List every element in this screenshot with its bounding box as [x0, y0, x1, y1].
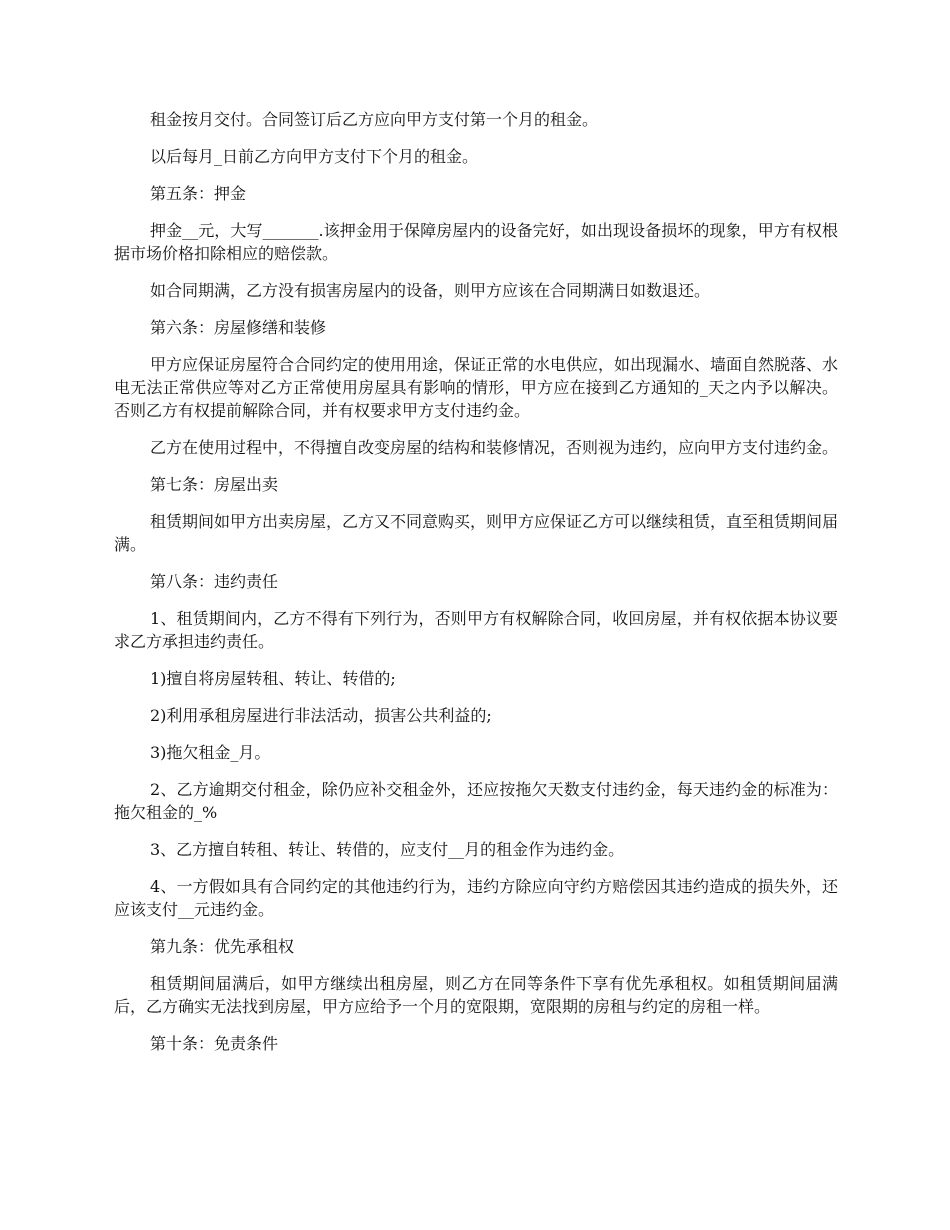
paragraph-monthly-rent: 以后每月_日前乙方向甲方支付下个月的租金。 [150, 147, 479, 166]
heading-article-7: 第七条：房屋出卖 [150, 475, 279, 494]
paragraph-breach-2: 2、乙方逾期交付租金，除仍应补交租金外，还应按拖欠天数支付违约金，每天违约金的标准为：拖欠租金的_% [114, 780, 838, 822]
heading-article-5: 第五条：押金 [150, 184, 247, 203]
list-item-arrears: 3)拖欠租金_月。 [150, 743, 271, 762]
list-item-illegal-use: 2)利用承租房屋进行非法活动，损害公共利益的; [150, 706, 492, 725]
paragraph-breach-3: 3、乙方擅自转租、转让、转借的，应支付__月的租金作为违约金。 [150, 840, 625, 859]
paragraph-rent-payment: 租金按月交付。合同签订后乙方应向甲方支付第一个月的租金。 [150, 110, 599, 129]
heading-article-8: 第八条：违约责任 [150, 572, 279, 591]
paragraph-deposit: 押金__元，大写_______.该押金用于保障房屋内的设备完好，如出现设备损坏的现象，甲方有权根据市场价格扣除相应的赔偿款。 [114, 221, 838, 263]
list-item-sublet: 1)擅自将房屋转租、转让、转借的; [150, 669, 396, 688]
heading-article-6: 第六条：房屋修缮和装修 [150, 318, 327, 337]
paragraph-priority-lease: 租赁期间届满后，如甲方继续出租房屋，则乙方在同等条件下享有优先承租权。如租赁期间届满后，乙方确实无法找到房屋，甲方应给予一个月的宽限期，宽限期的房租与约定的房租一样。 [114, 974, 838, 1016]
heading-article-9: 第九条：优先承租权 [150, 937, 295, 956]
paragraph-breach-4: 4、一方假如具有合同约定的其他违约行为，违约方除应向守约方赔偿因其违约造成的损失外，还应该支付__元违约金。 [114, 877, 838, 919]
paragraph-deposit-refund: 如合同期满，乙方没有损害房屋内的设备，则甲方应该在合同期满日如数退还。 [150, 281, 711, 300]
document-page [114, 108, 838, 1069]
paragraph-repairs: 甲方应保证房屋符合合同约定的使用用途，保证正常的水电供应，如出现漏水、墙面自然脱落、水电无法正常供应等对乙方正常使用房屋具有影响的情形，甲方应在接到乙方通知的_天之内予以解决。否则乙方有权提前解除合同，并有权要求甲方支付违约金。 [114, 355, 839, 420]
paragraph-sale: 租赁期间如甲方出卖房屋，乙方又不同意购买，则甲方应保证乙方可以继续租赁，直至租赁期间届满。 [114, 512, 839, 554]
paragraph-no-alteration: 乙方在使用过程中，不得擅自改变房屋的结构和装修情况，否则视为违约，应向甲方支付违约金。 [150, 438, 839, 457]
heading-article-10: 第十条：免责条件 [150, 1034, 279, 1053]
paragraph-breach-1: 1、租赁期间内，乙方不得有下列行为，否则甲方有权解除合同，收回房屋，并有权依据本协议要求乙方承担违约责任。 [114, 609, 838, 651]
